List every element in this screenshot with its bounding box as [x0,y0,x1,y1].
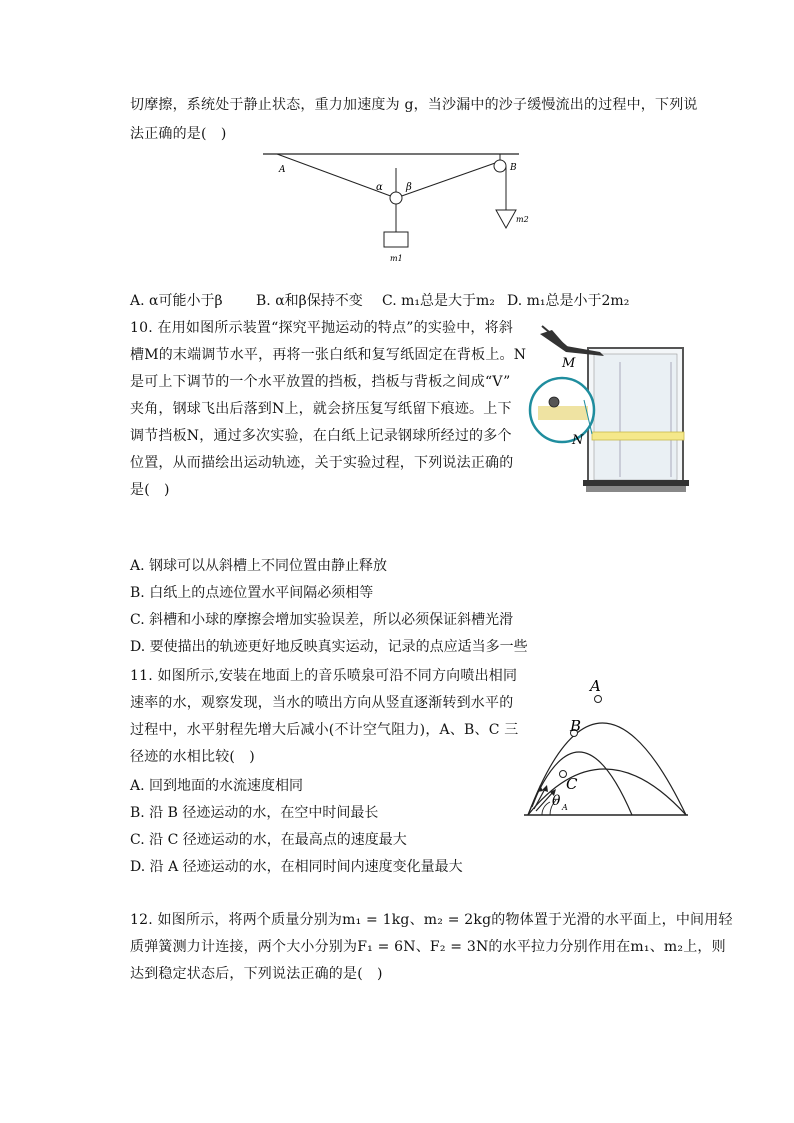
q9-option-c: C. m₁总是大于m₂ [382,293,495,309]
q11-label-B: B [570,717,582,735]
q12-stem-line-3: 达到稳定状态后，下列说法正确的是( ) [130,966,383,982]
q11-label-C: C [566,775,578,793]
q9-label-beta: β [406,182,412,193]
q11-stem-line-2: 速率的水，观察发现，当水的喷出方向从竖直逐渐转到水平的 [130,695,514,711]
q10-label-N: N [572,433,584,448]
q10-stem-line-6: 位置，从而描绘出运动轨迹，关于实验过程，下列说法正确的 [130,455,514,471]
q9-option-b: B. α和β保持不变 [256,293,363,309]
q11-label-theta-sub: A [562,803,568,812]
q11-stem-line-3: 过程中，水平射程先增大后减小(不计空气阻力)，A、B、C 三 [130,722,519,738]
q10-option-a: A. 钢球可以从斜槽上不同位置由静止释放 [130,558,388,574]
q11-label-A: A [590,677,601,695]
q10-label-M: M [562,356,576,371]
q10-stem-line-2: 槽M的末端调节水平，再将一张白纸和复写纸固定在背板上。N [130,347,527,363]
q10-stem-line-1: 10. 在用如图所示装置“探究平抛运动的特点”的实验中，将斜 [130,320,514,336]
q10-stem-line-3: 是可上下调节的一个水平放置的挡板，挡板与背板之间成“V” [130,374,511,390]
q11-option-c: C. 沿 C 径迹运动的水，在最高点的速度最大 [130,832,407,848]
q12-stem-line-1: 12. 如图所示，将两个质量分别为m₁ = 1kg、m₂ = 2kg的物体置于光滑的水平面上，中间用轻 [130,912,733,928]
q9-label-alpha: α [376,182,383,193]
q9-pulley-figure [255,148,535,268]
q9-stem-line-1: 切摩擦，系统处于静止状态，重力加速度为 g，当沙漏中的沙子缓慢流出的过程中，下列说 [130,97,698,113]
q9-stem-line-2: 法正确的是( ) [130,126,227,142]
q9-label-m1: m1 [390,254,403,263]
q9-option-a: A. α可能小于β [130,293,223,309]
q11-label-theta: θ [552,793,561,809]
q10-stem-line-5: 调节挡板N，通过多次实验，在白纸上记录钢球所经过的多个 [130,428,512,444]
q9-label-B: B [510,163,517,173]
q10-stem-line-4: 夹角，钢球飞出后落到N上，就会挤压复写纸留下痕迹。上下 [130,401,512,417]
q10-stem-line-7: 是( ) [130,482,170,498]
q11-option-d: D. 沿 A 径迹运动的水，在相同时间内速度变化量最大 [130,859,463,875]
q10-option-d: D. 要使描出的轨迹更好地反映真实运动，记录的点应适当多一些 [130,639,528,655]
q9-option-d: D. m₁总是小于2m₂ [507,293,630,309]
q12-stem-line-2: 质弹簧测力计连接，两个大小分别为F₁ = 6N、F₂ = 3N的水平拉力分别作用在m₁、m₂上，则 [130,939,726,955]
q10-apparatus-figure [528,322,694,497]
q10-option-c: C. 斜槽和小球的摩擦会增加实验误差，所以必须保证斜槽光滑 [130,612,514,628]
q11-stem-line-4: 径迹的水相比较( ) [130,749,255,765]
q9-label-A: A [279,165,286,175]
q11-stem-line-1: 11. 如图所示,安装在地面上的音乐喷泉可沿不同方向喷出相同 [130,668,518,684]
q11-option-a: A. 回到地面的水流速度相同 [130,778,304,794]
q9-label-m2: m2 [516,215,529,224]
q11-fountain-figure [520,675,692,820]
q10-option-b: B. 白纸上的点迹位置水平间隔必须相等 [130,585,374,601]
q11-option-b: B. 沿 B 径迹运动的水，在空中时间最长 [130,805,379,821]
